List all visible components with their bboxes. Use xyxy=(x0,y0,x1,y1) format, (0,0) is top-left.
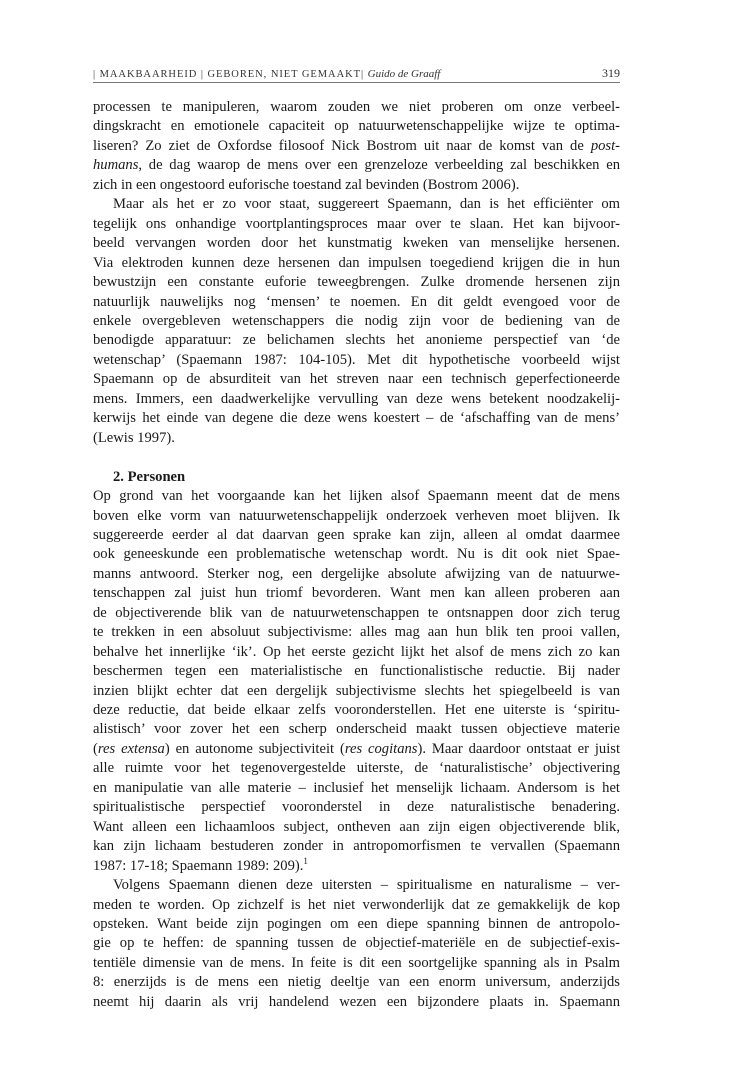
text-line: Want alleen een lichaamloos subject, ontheven aan zijn eigen objectiverende blik, xyxy=(93,818,620,835)
page-number: 319 xyxy=(602,66,620,80)
text-line: ook geneeskunde een problematische wetenschap wordt. Nu is dit ook niet Spae- xyxy=(93,546,620,563)
text-line: beeld vervangen worden door het kunstmatig kweken van menselijke hersenen. xyxy=(93,235,620,252)
text-line: te trekken in een absoluut subjectivisme: alles mag aan hun blik ten prooi vallen, xyxy=(93,624,620,641)
paragraph-3 xyxy=(93,487,620,876)
text-line: alle ruimte voor het tegenovergestelde uiterste, de ‘naturalistische’ objectivering xyxy=(93,760,620,777)
paragraph-4 xyxy=(93,876,620,1012)
running-head-title: | MAAKBAARHEID | GEBOREN, NIET GEMAAKT| xyxy=(93,69,365,80)
text-line: bewustzijn een constante euforie teweegbrengen. Zulke dromende hersenen zijn xyxy=(93,274,620,291)
text-line: Spaemann op de absurditeit van het streven naar een technisch geperfectioneerde xyxy=(93,371,620,388)
text-line: manns antwoord. Sterker nog, een dergelijke absolute afwijzing van de natuurwe- xyxy=(93,565,620,582)
text-line: benodigde apparatuur: ze belichamen slechts het anonieme perspectief van ‘de xyxy=(93,332,620,349)
section-heading: 2. Personen xyxy=(113,468,186,485)
text-line: wetenschap’ (Spaemann 1987: 104-105). Met dit hypothetische voorbeeld wijst xyxy=(93,351,620,368)
running-head-author: Guido de Graaff xyxy=(367,68,441,80)
text-line: (Lewis 1997). xyxy=(93,429,175,446)
text-line: natuurlijk nauwelijks nog ‘mensen’ te noemen. En dit geldt evengoed voor de xyxy=(93,293,620,310)
running-head xyxy=(93,66,620,81)
text-line: spiritualistische perspectief vooronderstel in deze naturalistische benadering. xyxy=(93,799,620,816)
text-line: processen te manipuleren, waarom zouden we niet proberen om onze verbeel- xyxy=(93,99,620,115)
header-rule xyxy=(93,82,620,83)
running-head-left xyxy=(93,68,440,80)
text-line: Via elektroden kunnen deze hersenen dan impulsen toegediend krijgen die in hun xyxy=(93,254,620,271)
text-line: Volgens Spaemann dienen deze uitersten – spiritualisme en naturalisme – ver- xyxy=(113,877,620,894)
text-line: (res extensa) en autonome subjectiviteit (res cogitans). Maar daardoor ontstaat er juist xyxy=(93,740,621,757)
text-line: inzien blijkt echter dat een dergelijk subjectivisme slechts het spiegelbeeld is van xyxy=(93,682,620,699)
text-line: en manipulatie van alle materie – inclusief het menselijk lichaam. Andersom is het xyxy=(93,779,620,796)
text-line: humans, de dag waarop de mens over een grenzeloze verbeelding zal beschikken en xyxy=(93,157,620,174)
paragraph-2 xyxy=(93,195,620,448)
text-line: Maar als het er zo voor staat, suggereert Spaemann, dan is het efficiënter om xyxy=(113,196,620,213)
text-line: tentiële dimensie van de mens. In feite is dit een soortgelijke spanning als in Psalm xyxy=(93,954,620,971)
text-line: gie op te heffen: de spanning tussen de objectief-materiële en de subjectief-exis- xyxy=(93,935,620,952)
text-line: opsteken. Want beide zijn pogingen om een diepe spanning binnen de antropolo- xyxy=(93,916,620,933)
text-line: Op grond van het voorgaande kan het lijken alsof Spaemann meent dat de mens xyxy=(93,488,620,505)
text-line: 1987: 17-18; Spaemann 1989: 209).$^1$ xyxy=(93,855,308,874)
text-line: 8: enerzijds is de mens een nietig deeltje van een enorm universum, anderzijds xyxy=(93,974,620,991)
text-line: meden te worden. Op zichzelf is het niet verwonderlijk dat ze gemakkelijk de kop xyxy=(93,896,620,913)
text-line: de objectiverende blik van de natuurwetenschappen te ontsnappen door zich terug xyxy=(93,604,620,621)
footnote-marker: 1 xyxy=(303,855,308,866)
text-line: behalve het innerlijke ‘ik’. Op het eerste gezicht lijkt het alsof de mens zich zo kan xyxy=(93,643,620,660)
text-line: beschermen tegen een materialistische en functionalistische reductie. Bij nader xyxy=(93,663,620,680)
text-line: kerwijs het einde van degene die deze wens koestert – de ‘afschaffing van de mens’ xyxy=(93,410,620,427)
text-line: neemt hij daarin als vrij handelend wezen een bijzondere plaats in. Spaemann xyxy=(93,993,620,1010)
text-line: enkele overgebleven wetenschappers die nodig zijn voor de bediening van de xyxy=(93,312,620,329)
text-line: tenschappen zal juist hun triomf bevorderen. Want men kan alleen proberen aan xyxy=(93,585,620,602)
text-line: zich in een ongestoord euforische toestand zal bevinden (Bostrom 2006). xyxy=(93,176,520,193)
text-line: boven elke vorm van natuurwetenschappelijk onderzoek verheven moet blijven. Ik xyxy=(93,507,620,524)
text-line: mens. Immers, een daadwerkelijke vervulling van deze wens betekent noodzakelij- xyxy=(93,390,620,407)
text-line: kan zijn lichaam bestuderen zonder in antropomorfismen te vervallen (Spaemann xyxy=(93,838,620,855)
text-line: dingskracht en emotionele capaciteit op natuurwetenschappelijke wijze te optima- xyxy=(93,118,620,135)
text-line: deze reductie, dat beide elkaar zelfs vooronderstellen. Het ene uiterste is ‘spiritu- xyxy=(93,702,620,719)
text-line: suggereerde eerder al dat daarvan geen sprake kan zijn, alleen al omdat daarmee xyxy=(93,526,620,543)
text-line: tegelijk ons onhandige voortplantingsproces maar over te slaan. Het kan bijvoor- xyxy=(93,215,620,232)
text-line: liseren? Zo ziet de Oxfordse filosoof Nick Bostrom uit naar de komst van de post- xyxy=(93,137,620,154)
paragraph-1 xyxy=(93,98,620,195)
paragraph-gap xyxy=(93,448,620,467)
text-line: alistisch’ voor zover het een scherp onderscheid maakt tussen objectieve materie xyxy=(93,721,620,738)
page-body xyxy=(93,98,620,1012)
